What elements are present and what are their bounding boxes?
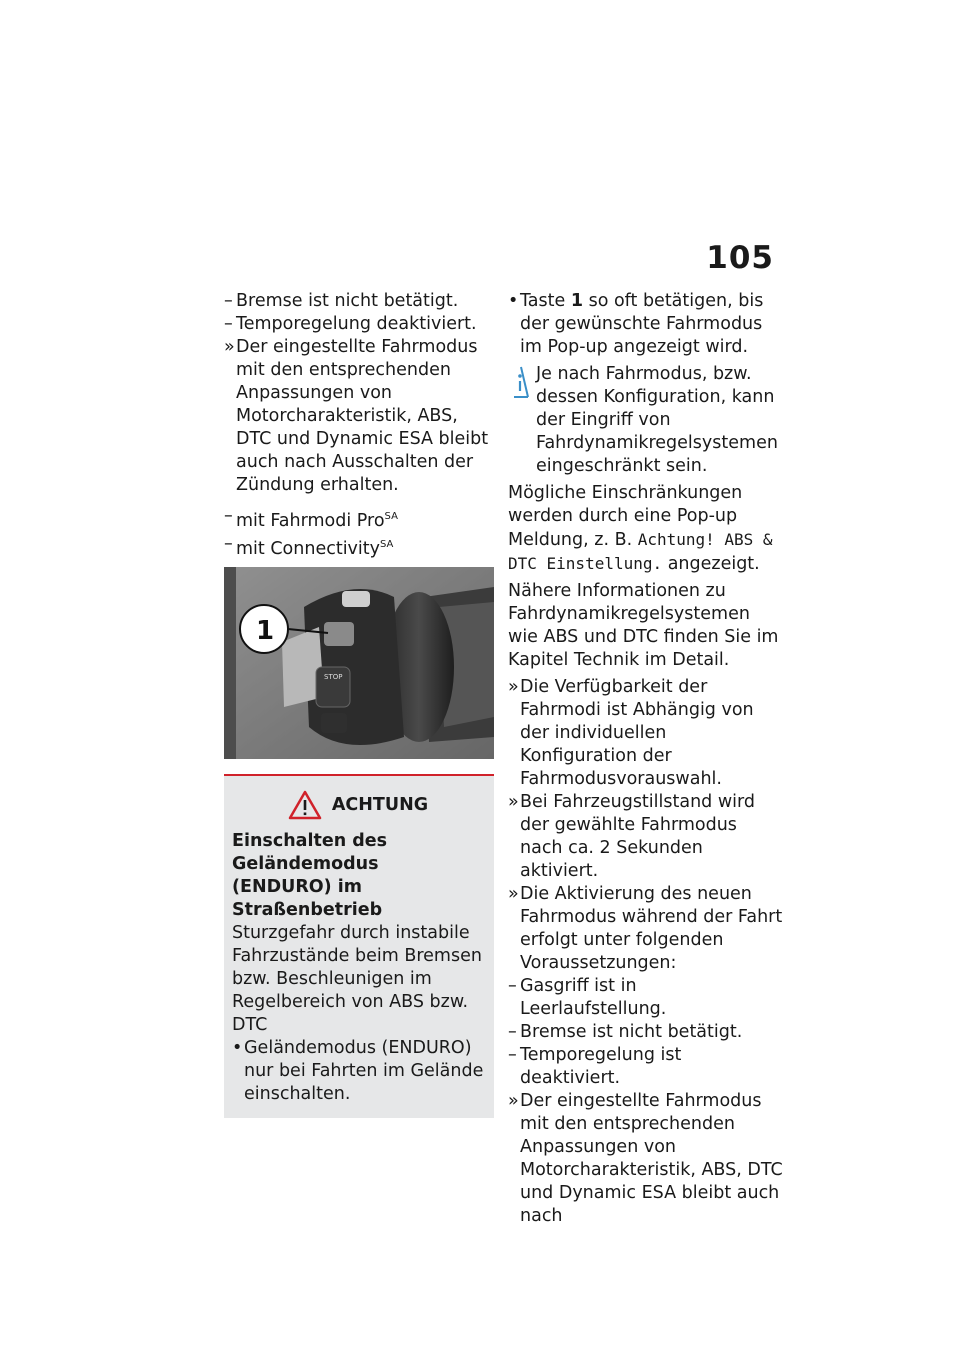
bullet-mark: •	[508, 291, 519, 311]
warning-header	[232, 790, 484, 820]
warning-title: ACHTUNG	[331, 794, 429, 815]
availability-note	[508, 676, 783, 791]
result-mode-kept	[224, 336, 494, 497]
condition-throttle: – Gasgriff ist in Leerlaufstellung.	[508, 975, 783, 1021]
riding-activation-text: Die Aktivierung des neuen Fahrmodus während der Fahrt erfolgt unter folgenden Voraussetzungen:	[520, 884, 783, 973]
page-number: 105	[706, 240, 774, 276]
warning-subtitle: Einschalten des Geländemodus (ENDURO) im Straßenbetrieb	[232, 831, 388, 920]
limitations-post: angezeigt.	[662, 554, 760, 574]
bullet-mark: •	[232, 1038, 243, 1058]
warning-action-text: Geländemodus (ENDURO) nur bei Fahrten im Gelände einschalten.	[244, 1038, 484, 1104]
standstill-text: Bei Fahrzeugstillstand wird der gewählte Fahrmodus nach ca. 2 Sekunden aktiviert.	[520, 792, 756, 881]
result-mark: »	[508, 792, 519, 812]
warning-box	[224, 774, 494, 1118]
popup-message: Achtung! ABS & DTC Einstellung.	[508, 530, 773, 573]
info-text: Je nach Fahrmodus, bzw. dessen Konfiguration, kann der Eingriff von Fahrdynamikregelsystemen eingeschränkt sein.	[536, 364, 778, 476]
condition-brake: – Bremse ist nicht betätigt.	[508, 1021, 783, 1044]
step-text-post: so oft betätigen, bis der gewünschte Fahrmodus im Pop-up angezeigt wird.	[520, 291, 764, 357]
step-text-pre: Taste	[520, 291, 571, 311]
callout-number: 1	[256, 616, 275, 646]
requirement-connectivity	[224, 533, 494, 561]
result-mark: »	[508, 677, 519, 697]
requirement-text: mit Fahrmodi Pro	[236, 511, 385, 531]
result-mark: »	[508, 1091, 519, 1111]
sa-marker: SA	[380, 539, 394, 550]
result-mode-kept	[508, 1090, 783, 1228]
result-text: Der eingestellte Fahrmodus mit den entsprechenden Anpassungen von Motorcharakteristik, ABS, DTC und Dynamic ESA bleibt auch nach Ausschalten der Zündung erhalten.	[236, 337, 489, 495]
result-mark: »	[224, 337, 235, 357]
condition-cruise: – Temporegelung deaktiviert.	[224, 313, 494, 336]
condition-cruise: – Temporegelung ist deaktiviert.	[508, 1044, 783, 1090]
limitations-pre: Mögliche Einschränkungen werden durch eine Pop-up Meldung, z. B.	[508, 483, 743, 550]
step-button-number: 1	[570, 291, 584, 311]
right-column	[508, 290, 783, 1228]
info-icon	[508, 363, 534, 399]
warning-action	[232, 1037, 484, 1106]
limitations-text	[508, 482, 783, 576]
result-text: Der eingestellte Fahrmodus mit den entsprechenden Anpassungen von Motorcharakteristik, ABS, DTC und Dynamic ESA bleibt auch nach	[520, 1091, 783, 1226]
handlebar-switch-photo	[224, 567, 494, 759]
result-mark: »	[508, 884, 519, 904]
availability-text: Die Verfügbarkeit der Fahrmodi ist Abhängig von der individuellen Konfiguration der Fahrmodusvorauswahl.	[520, 677, 754, 789]
requirement-text: mit Connectivity	[236, 539, 380, 559]
warning-body: Sturzgefahr durch instabile Fahrzustände beim Bremsen bzw. Beschleunigen im Regelbereich von ABS bzw. DTC	[232, 923, 482, 1035]
step-press-button	[508, 290, 783, 359]
riding-activation-note	[508, 883, 783, 975]
requirement-fahrmodi-pro	[224, 505, 494, 533]
info-note	[508, 363, 783, 478]
left-column	[224, 290, 494, 1118]
more-info-text: Nähere Informationen zu Fahrdynamikregelsystemen wie ABS und DTC finden Sie im Kapitel Technik im Detail.	[508, 581, 779, 670]
sa-marker: SA	[384, 511, 398, 522]
stop-label: STOP	[324, 673, 343, 681]
condition-brake: – Bremse ist nicht betätigt.	[224, 290, 494, 313]
standstill-note	[508, 791, 783, 883]
warning-triangle-icon	[288, 790, 322, 820]
